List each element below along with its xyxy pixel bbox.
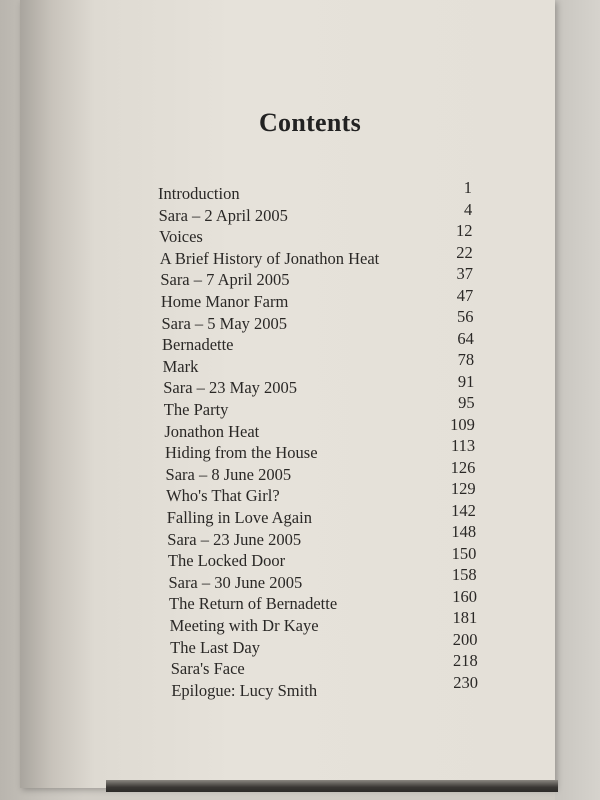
toc-entry-page-number: 218 [452,651,478,670]
toc-entry-page-number: 56 [457,307,474,326]
toc-entry-title: A Brief History of Jonathon Heat [159,248,380,268]
toc-entry-page-number: 129 [450,479,476,498]
toc-entry-page-number: 126 [450,457,476,477]
toc-entry-title: Sara – 23 June 2005 [167,529,302,549]
toc-entry-page-number: 91 [457,371,475,391]
toc-entry-title: Sara – 30 June 2005 [168,572,303,592]
toc-entry-title: The Party [163,400,229,419]
toc-entry-page-number: 150 [451,543,477,563]
toc-entry-title: Mark [162,356,199,376]
toc-entry-title: Home Manor Farm [160,292,289,311]
toc-entry-page-number: 1 [463,178,472,197]
toc-entry-page-number: 200 [452,629,478,649]
toc-entry-title: Sara – 5 May 2005 [161,313,288,333]
toc-entry-title: Meeting with Dr Kaye [169,616,319,635]
toc-entry-title: Jonathon Heat [164,421,260,441]
toc-entry-page-number: 47 [456,285,474,305]
toc-entry-title: The Last Day [170,637,260,657]
toc-entry-page-number: 109 [450,414,475,434]
toc-entry-page-number: 142 [451,500,476,520]
toc-entry-title: Hiding from the House [164,443,318,463]
toc-entry-title: Sara's Face [170,659,245,679]
toc-entry-title: Introduction [158,184,240,203]
toc-entry-page-number: 64 [457,328,474,348]
toc-entry-title: Bernadette [162,335,234,355]
toc-entry-page-number: 148 [451,522,477,541]
toc-entry-page-number: 181 [452,608,478,627]
toc-entry-title: Who's That Girl? [166,486,280,506]
toc-entry-title: Sara – 8 June 2005 [165,464,292,484]
toc-entry-page-number: 230 [453,672,478,692]
toc-entry-page-number: 160 [452,586,477,606]
toc-entry-title: Sara – 7 April 2005 [160,270,290,290]
toc-entry-title: Voices [159,227,203,247]
toc-entry-page-number: 4 [464,199,473,219]
toc-entry-page-number: 37 [456,264,474,283]
toc-entry-page-number: 22 [456,242,473,262]
toc-entry-page-number: 78 [457,350,475,369]
toc-entry-title: Sara – 2 April 2005 [158,205,288,225]
toc-entry-title: Sara – 23 May 2005 [163,378,298,398]
toc-entry-title: Falling in Love Again [166,508,312,527]
toc-entry-title: The Return of Bernadette [169,594,338,614]
contents-heading: Contents [258,108,362,137]
toc-entry-page-number: 12 [456,221,473,240]
toc-entry-page-number: 158 [451,565,477,584]
toc-entry-title: The Locked Door [167,551,286,571]
toc-entry-title: Epilogue: Lucy Smith [171,680,318,700]
toc-entry-page-number: 113 [450,436,476,455]
toc-entry-page-number: 95 [458,393,475,412]
